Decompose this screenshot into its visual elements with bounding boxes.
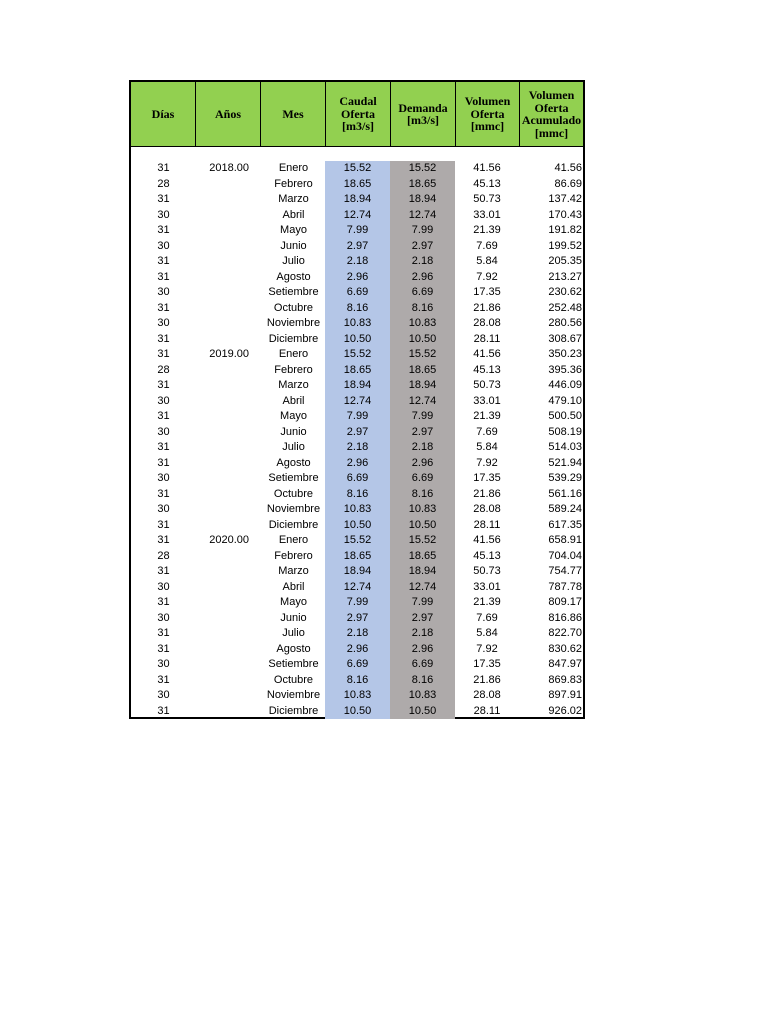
acumulado-cell[interactable]: 514.03 [548,441,582,453]
caudal-cell[interactable]: 15.52 [325,347,390,363]
dias-cell[interactable]: 30 [157,317,170,329]
mes-cell[interactable]: Julio [282,627,305,639]
table-row [131,316,583,332]
acumulado-cell[interactable]: 897.91 [548,689,582,701]
anos-cell[interactable] [196,549,261,565]
acumulado-cell[interactable]: 508.19 [548,425,582,438]
demanda-cell[interactable]: 10.83 [390,316,455,332]
acumulado-cell[interactable]: 446.09 [548,379,582,391]
caudal-cell[interactable]: 6.69 [325,285,390,301]
anos-cell[interactable] [196,657,261,673]
volumen-cell[interactable]: 21.39 [473,596,501,608]
anos-cell[interactable] [196,363,261,379]
demanda-cell[interactable]: 2.96 [390,270,455,286]
mes-cell[interactable]: Noviembre [266,317,321,329]
table-row [131,161,583,177]
caudal-cell[interactable]: 10.83 [325,502,390,518]
volumen-cell[interactable]: 7.69 [476,425,498,438]
header-mes: Mes [261,82,326,146]
demanda-cell[interactable]: 8.16 [390,673,455,689]
header-volumen-oferta: Volumen Oferta [mmc] [456,82,520,146]
caudal-cell[interactable]: 6.69 [325,471,390,487]
mes-cell[interactable]: Febrero [274,549,313,562]
mes-cell[interactable]: Enero [278,162,309,174]
volumen-cell[interactable]: 45.13 [473,177,501,190]
volumen-cell[interactable]: 21.86 [473,487,501,500]
volumen-cell[interactable]: 5.84 [476,441,498,453]
volumen-cell[interactable]: 33.01 [473,208,501,221]
table-row [131,642,583,658]
demanda-cell[interactable]: 12.74 [390,208,455,224]
mes-cell[interactable]: Octubre [273,301,314,314]
demanda-cell[interactable]: 2.18 [390,440,455,456]
anos-cell[interactable] [196,378,261,394]
demanda-cell[interactable]: 12.74 [390,580,455,596]
caudal-cell[interactable]: 2.18 [325,440,390,456]
header-caudal-oferta: Caudal Oferta [m3/s] [326,82,391,146]
anos-cell[interactable] [196,487,261,503]
demanda-cell[interactable]: 6.69 [390,285,455,301]
demanda-cell[interactable]: 2.97 [390,239,455,255]
caudal-cell[interactable]: 18.65 [325,363,390,379]
acumulado-cell[interactable]: 41.56 [554,162,582,174]
dias-cell[interactable]: 31 [157,162,170,174]
table-row [131,285,583,301]
table-row [131,177,583,193]
dias-cell[interactable]: 31 [157,627,170,639]
table-row [131,440,583,456]
header-demanda: Demanda [m3/s] [391,82,456,146]
dias-cell[interactable]: 31 [157,193,170,205]
volumen-cell[interactable]: 45.13 [473,363,501,376]
anos-cell[interactable] [196,425,261,441]
dias-cell[interactable]: 30 [157,580,170,593]
volumen-cell[interactable]: 33.01 [473,394,501,407]
dias-cell[interactable]: 31 [157,518,170,531]
dias-cell[interactable]: 30 [157,472,170,484]
demanda-cell[interactable]: 18.94 [390,378,455,394]
anos-cell[interactable] [196,595,261,611]
caudal-cell[interactable]: 6.69 [325,657,390,673]
demanda-cell[interactable]: 15.52 [390,161,455,177]
dias-cell[interactable]: 31 [157,410,170,422]
dias-cell[interactable]: 31 [157,441,170,453]
dias-cell[interactable]: 31 [157,301,170,314]
anos-cell[interactable] [196,394,261,410]
acumulado-cell[interactable]: 787.78 [548,580,582,593]
caudal-cell[interactable]: 8.16 [325,673,390,689]
acumulado-cell[interactable]: 617.35 [548,518,582,531]
acumulado-cell[interactable]: 308.67 [548,332,582,345]
dias-cell[interactable]: 30 [157,239,170,252]
table-row [131,208,583,224]
acumulado-cell[interactable]: 350.23 [548,348,582,360]
acumulado-cell[interactable]: 809.17 [548,596,582,608]
mes-cell[interactable]: Abril [282,580,305,593]
caudal-cell[interactable]: 18.65 [325,549,390,565]
acumulado-cell[interactable]: 754.77 [548,565,582,577]
demanda-cell[interactable]: 8.16 [390,301,455,317]
caudal-cell[interactable]: 2.96 [325,642,390,658]
table-row [131,487,583,503]
table-row [131,704,583,720]
anos-cell[interactable] [196,332,261,348]
anos-cell[interactable] [196,502,261,518]
table-row [131,409,583,425]
demanda-cell[interactable]: 2.97 [390,425,455,441]
table-row [131,378,583,394]
table-row [131,657,583,673]
dias-cell[interactable]: 31 [157,534,170,546]
table-row [131,270,583,286]
mes-cell[interactable]: Junio [280,611,307,624]
acumulado-cell[interactable]: 926.02 [548,704,582,717]
demanda-cell[interactable]: 2.18 [390,626,455,642]
table-row [131,626,583,642]
caudal-cell[interactable]: 12.74 [325,394,390,410]
mes-cell[interactable]: Febrero [274,363,313,376]
table-row [131,688,583,704]
mes-cell[interactable]: Marzo [278,565,309,577]
mes-cell[interactable]: Abril [282,394,305,407]
volumen-cell[interactable]: 41.56 [473,162,501,174]
caudal-cell[interactable]: 10.83 [325,688,390,704]
caudal-cell[interactable]: 10.50 [325,704,390,720]
anos-cell[interactable] [196,704,261,720]
table-row [131,192,583,208]
dias-cell[interactable]: 30 [157,658,170,670]
anos-cell[interactable] [196,223,261,239]
demanda-cell[interactable]: 7.99 [390,223,455,239]
caudal-cell[interactable]: 7.99 [325,223,390,239]
table-row [131,301,583,317]
caudal-cell[interactable]: 10.50 [325,518,390,534]
mes-cell[interactable]: Agosto [276,270,311,283]
table-row [131,580,583,596]
anos-cell[interactable] [196,471,261,487]
table-row [131,456,583,472]
caudal-cell[interactable]: 2.18 [325,626,390,642]
mes-cell[interactable]: Junio [280,239,307,252]
caudal-cell[interactable]: 10.83 [325,316,390,332]
dias-cell[interactable]: 31 [157,487,170,500]
acumulado-cell[interactable]: 280.56 [548,317,582,329]
volumen-cell[interactable]: 28.08 [473,317,501,329]
caudal-cell[interactable]: 8.16 [325,487,390,503]
acumulado-cell[interactable]: 704.04 [548,549,582,562]
caudal-cell[interactable]: 15.52 [325,161,390,177]
acumulado-cell[interactable]: 205.35 [548,255,582,267]
volumen-cell[interactable]: 41.56 [473,534,501,546]
spreadsheet-table [129,80,585,719]
demanda-cell[interactable]: 10.83 [390,502,455,518]
volumen-cell[interactable]: 5.84 [476,627,498,639]
acumulado-cell[interactable]: 539.29 [548,472,582,484]
acumulado-cell[interactable]: 86.69 [554,177,582,190]
mes-cell[interactable]: Enero [278,348,309,360]
acumulado-cell[interactable]: 213.27 [548,270,582,283]
mes-cell[interactable]: Marzo [278,379,309,391]
dias-cell[interactable]: 31 [157,270,170,283]
demanda-cell[interactable]: 15.52 [390,347,455,363]
caudal-cell[interactable]: 2.96 [325,456,390,472]
acumulado-cell[interactable]: 230.62 [548,286,582,298]
anos-cell[interactable] [196,580,261,596]
table-row [131,254,583,270]
demanda-cell[interactable]: 18.94 [390,192,455,208]
volumen-cell[interactable]: 7.69 [476,611,498,624]
dias-cell[interactable]: 31 [157,565,170,577]
volumen-cell[interactable]: 28.11 [473,518,501,531]
volumen-cell[interactable]: 28.08 [473,503,501,515]
volumen-cell[interactable]: 7.92 [476,270,498,283]
dias-cell[interactable]: 31 [157,224,170,236]
table-body [131,146,583,717]
caudal-cell[interactable]: 2.18 [325,254,390,270]
demanda-cell[interactable]: 10.50 [390,518,455,534]
acumulado-cell[interactable]: 589.24 [548,503,582,515]
acumulado-cell[interactable]: 658.91 [548,534,582,546]
mes-cell[interactable]: Agosto [276,456,311,469]
mes-cell[interactable]: Junio [280,425,307,438]
mes-cell[interactable]: Setiembre [268,286,319,298]
dias-cell[interactable]: 30 [157,503,170,515]
demanda-cell[interactable]: 15.52 [390,533,455,549]
table-row [131,363,583,379]
dias-cell[interactable]: 28 [157,549,170,562]
volumen-cell[interactable]: 50.73 [473,193,501,205]
acumulado-cell[interactable]: 500.50 [548,410,582,422]
table-rows [131,161,583,719]
volumen-cell[interactable]: 28.11 [473,704,501,717]
mes-cell[interactable]: Julio [282,255,305,267]
demanda-cell[interactable]: 18.94 [390,564,455,580]
table-row [131,394,583,410]
demanda-cell[interactable]: 10.83 [390,688,455,704]
mes-cell[interactable]: Diciembre [268,332,319,345]
demanda-cell[interactable]: 10.50 [390,704,455,720]
volumen-cell[interactable]: 17.35 [473,472,501,484]
dias-cell[interactable]: 30 [157,425,170,438]
volumen-cell[interactable]: 5.84 [476,255,498,267]
volumen-cell[interactable]: 41.56 [473,348,501,360]
acumulado-cell[interactable]: 561.16 [548,487,582,500]
volumen-cell[interactable]: 17.35 [473,286,501,298]
acumulado-cell[interactable]: 869.83 [548,673,582,686]
mes-cell[interactable]: Setiembre [268,658,319,670]
dias-cell[interactable]: 31 [157,456,170,469]
demanda-cell[interactable]: 7.99 [390,595,455,611]
demanda-cell[interactable]: 18.65 [390,363,455,379]
table-row [131,518,583,534]
dias-cell[interactable]: 31 [157,642,170,655]
acumulado-cell[interactable]: 395.36 [548,363,582,376]
anos-cell[interactable] [196,254,261,270]
table-row [131,595,583,611]
dias-cell[interactable]: 31 [157,348,170,360]
header-row [131,82,583,147]
caudal-cell[interactable]: 18.94 [325,564,390,580]
mes-cell[interactable]: Mayo [280,410,307,422]
demanda-cell[interactable]: 2.18 [390,254,455,270]
mes-cell[interactable]: Octubre [273,673,314,686]
caudal-cell[interactable]: 7.99 [325,409,390,425]
volumen-cell[interactable]: 50.73 [473,379,501,391]
volumen-cell[interactable]: 21.86 [473,301,501,314]
mes-cell[interactable]: Octubre [273,487,314,500]
anos-cell[interactable] [196,518,261,534]
acumulado-cell[interactable]: 479.10 [548,394,582,407]
acumulado-cell[interactable]: 199.52 [548,239,582,252]
dias-cell[interactable]: 31 [157,255,170,267]
table-row [131,332,583,348]
mes-cell[interactable]: Febrero [274,177,313,190]
caudal-cell[interactable]: 2.97 [325,611,390,627]
volumen-cell[interactable]: 7.69 [476,239,498,252]
dias-cell[interactable]: 30 [157,394,170,407]
caudal-cell[interactable]: 12.74 [325,580,390,596]
anos-cell[interactable] [196,208,261,224]
anos-cell[interactable] [196,564,261,580]
caudal-cell[interactable]: 18.65 [325,177,390,193]
header-dias: Días [131,82,196,146]
acumulado-cell[interactable]: 191.82 [548,224,582,236]
dias-cell[interactable]: 31 [157,673,170,686]
acumulado-cell[interactable]: 847.97 [548,658,582,670]
demanda-cell[interactable]: 12.74 [390,394,455,410]
demanda-cell[interactable]: 2.96 [390,642,455,658]
acumulado-cell[interactable]: 822.70 [548,627,582,639]
dias-cell[interactable]: 31 [157,332,170,345]
anos-cell[interactable] [196,409,261,425]
anos-cell[interactable]: 2020.00 [209,534,249,546]
acumulado-cell[interactable]: 816.86 [548,611,582,624]
table-row [131,471,583,487]
table-row [131,533,583,549]
anos-cell[interactable] [196,301,261,317]
table-row [131,425,583,441]
dias-cell[interactable]: 28 [157,363,170,376]
header-anos: Años [196,82,261,146]
demanda-cell[interactable]: 8.16 [390,487,455,503]
header-volumen-acumulado: Volumen Oferta Acumulado [mmc] [520,82,583,146]
volumen-cell[interactable]: 50.73 [473,565,501,577]
anos-cell[interactable] [196,456,261,472]
caudal-cell[interactable]: 18.94 [325,378,390,394]
mes-cell[interactable]: Diciembre [268,704,319,717]
dias-cell[interactable]: 31 [157,596,170,608]
acumulado-cell[interactable]: 830.62 [548,642,582,655]
demanda-cell[interactable]: 7.99 [390,409,455,425]
acumulado-cell[interactable]: 137.42 [548,193,582,205]
mes-cell[interactable]: Setiembre [268,472,319,484]
anos-cell[interactable] [196,626,261,642]
dias-cell[interactable]: 30 [157,611,170,624]
table-row [131,239,583,255]
caudal-cell[interactable]: 7.99 [325,595,390,611]
demanda-cell[interactable]: 6.69 [390,657,455,673]
anos-cell[interactable] [196,611,261,627]
dias-cell[interactable]: 31 [157,379,170,391]
table-row [131,223,583,239]
demanda-cell[interactable]: 18.65 [390,549,455,565]
anos-cell[interactable] [196,642,261,658]
caudal-cell[interactable]: 2.96 [325,270,390,286]
volumen-cell[interactable]: 21.39 [473,410,501,422]
acumulado-cell[interactable]: 170.43 [548,208,582,221]
mes-cell[interactable]: Mayo [280,224,307,236]
anos-cell[interactable] [196,270,261,286]
table-row [131,549,583,565]
volumen-cell[interactable]: 45.13 [473,549,501,562]
dias-cell[interactable]: 30 [157,286,170,298]
acumulado-cell[interactable]: 252.48 [548,301,582,314]
anos-cell[interactable] [196,316,261,332]
table-row [131,564,583,580]
demanda-cell[interactable]: 2.96 [390,456,455,472]
demanda-cell[interactable]: 2.97 [390,611,455,627]
mes-cell[interactable]: Noviembre [266,689,321,701]
caudal-cell[interactable]: 15.52 [325,533,390,549]
caudal-cell[interactable]: 8.16 [325,301,390,317]
mes-cell[interactable]: Abril [282,208,305,221]
dias-cell[interactable]: 30 [157,689,170,701]
caudal-cell[interactable]: 2.97 [325,425,390,441]
mes-cell[interactable]: Mayo [280,596,307,608]
anos-cell[interactable] [196,192,261,208]
volumen-cell[interactable]: 21.39 [473,224,501,236]
mes-cell[interactable]: Noviembre [266,503,321,515]
anos-cell[interactable]: 2018.00 [209,162,249,174]
volumen-cell[interactable]: 7.92 [476,642,498,655]
volumen-cell[interactable]: 28.08 [473,689,501,701]
volumen-cell[interactable]: 33.01 [473,580,501,593]
caudal-cell[interactable]: 18.94 [325,192,390,208]
caudal-cell[interactable]: 10.50 [325,332,390,348]
mes-cell[interactable]: Diciembre [268,518,319,531]
anos-cell[interactable] [196,440,261,456]
mes-cell[interactable]: Enero [278,534,309,546]
table-row [131,673,583,689]
table-row [131,347,583,363]
demanda-cell[interactable]: 18.65 [390,177,455,193]
mes-cell[interactable]: Agosto [276,642,311,655]
volumen-cell[interactable]: 17.35 [473,658,501,670]
volumen-cell[interactable]: 28.11 [473,332,501,345]
mes-cell[interactable]: Marzo [278,193,309,205]
mes-cell[interactable]: Julio [282,441,305,453]
anos-cell[interactable] [196,239,261,255]
dias-cell[interactable]: 30 [157,208,170,221]
table-row [131,611,583,627]
dias-cell[interactable]: 31 [157,704,170,717]
anos-cell[interactable] [196,673,261,689]
volumen-cell[interactable]: 7.92 [476,456,498,469]
anos-cell[interactable] [196,285,261,301]
table-row [131,502,583,518]
demanda-cell[interactable]: 10.50 [390,332,455,348]
dias-cell[interactable]: 28 [157,177,170,190]
acumulado-cell[interactable]: 521.94 [548,456,582,469]
volumen-cell[interactable]: 21.86 [473,673,501,686]
anos-cell[interactable] [196,688,261,704]
anos-cell[interactable] [196,177,261,193]
caudal-cell[interactable]: 2.97 [325,239,390,255]
demanda-cell[interactable]: 6.69 [390,471,455,487]
anos-cell[interactable]: 2019.00 [209,348,249,360]
caudal-cell[interactable]: 12.74 [325,208,390,224]
